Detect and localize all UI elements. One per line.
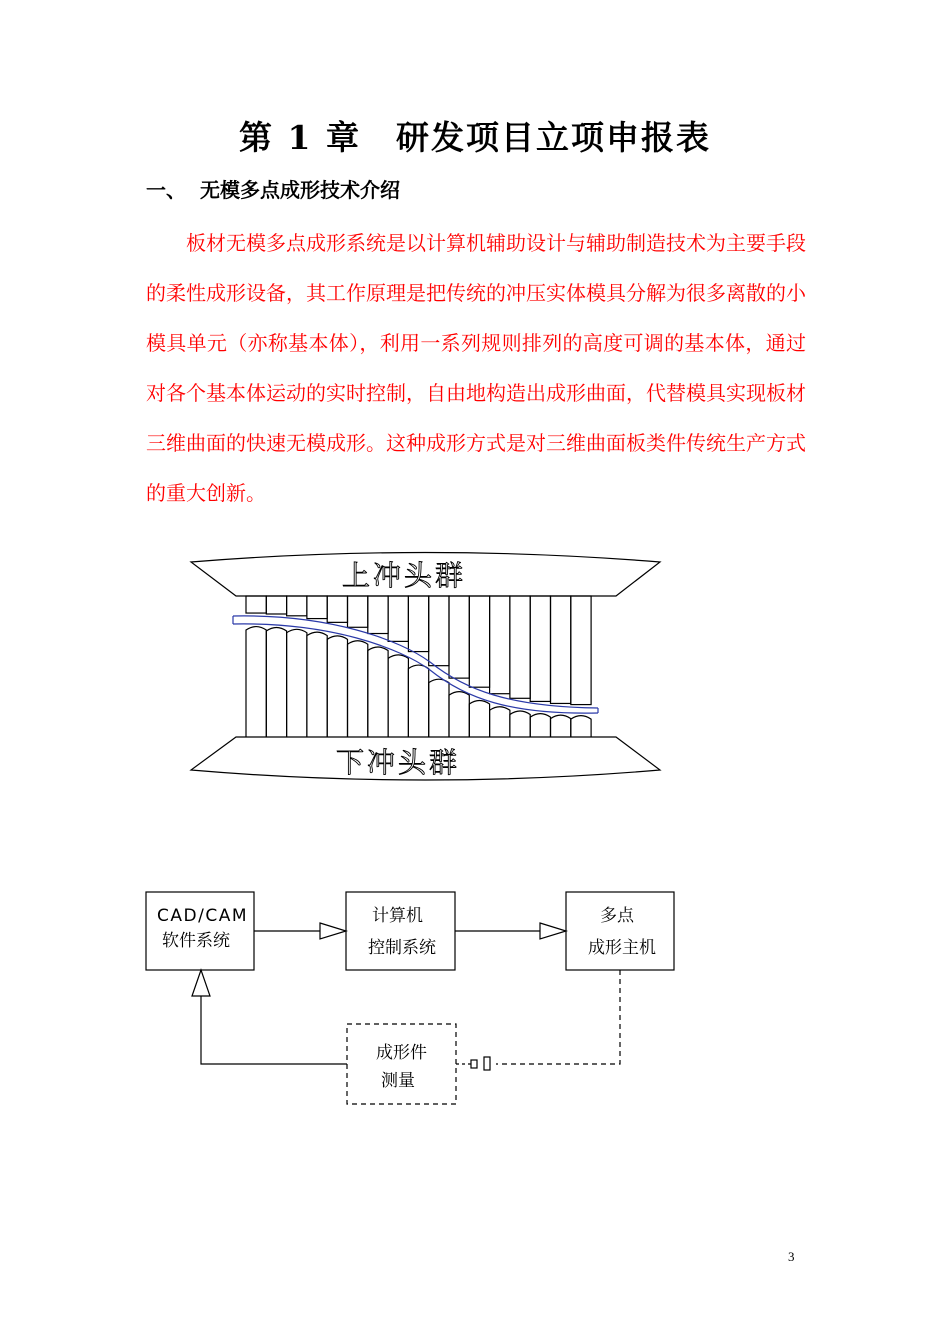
upper-pin — [307, 596, 327, 619]
intro-paragraph: 板材无模多点成形系统是以计算机辅助设计与辅助制造技术为主要手段的柔性成形设备，其工作原理是把传统的冲压实体模具分解为很多离散的小模具单元（亦称基本体），利用一系列规则排列的高度可调的基本体，通过对各个基本体运动的实时控制，自由地构造出成形曲面，代替模具实现板材三维曲面的快速无模成形。这种成形方式是对三维曲面板类件传统生产方式的重大创新。 — [146, 231, 806, 505]
cad-box-label-1: CAD/CAM — [157, 906, 248, 926]
upper-pin — [530, 596, 550, 701]
lower-pin — [490, 707, 510, 737]
lower-pin — [449, 692, 469, 737]
upper-pin — [246, 596, 266, 613]
section-number: 一、 — [146, 178, 186, 202]
dashed-feedback-line — [496, 970, 620, 1064]
machine-box-label-2: 成形主机 — [588, 938, 656, 958]
section-title: 无模多点成形技术介绍 — [200, 178, 400, 202]
forming-machine-box — [566, 892, 674, 970]
computer-box-label-1: 计算机 — [372, 906, 423, 926]
upper-pin — [551, 596, 571, 703]
lower-pin — [266, 627, 286, 737]
arrowhead-cad-icon — [192, 970, 210, 996]
measure-box-label-1: 成形件 — [376, 1043, 427, 1063]
upper-pin — [348, 596, 368, 627]
lower-pin — [327, 636, 347, 737]
lower-pin — [388, 655, 408, 737]
computer-control-box — [346, 892, 455, 970]
lower-punch-label: 下冲头群 — [335, 746, 461, 779]
arrowhead-machine-icon — [540, 923, 566, 939]
formed-sheet-top — [233, 616, 598, 708]
upper-pin — [388, 596, 408, 641]
lower-pin — [530, 714, 550, 737]
lower-pin — [510, 711, 530, 737]
lower-pin — [368, 647, 388, 737]
upper-pin — [429, 596, 449, 666]
upper-punch-label: 上冲头群 — [341, 559, 467, 592]
upper-pin — [449, 596, 469, 678]
lower-pin — [429, 679, 449, 737]
upper-pin — [266, 596, 286, 614]
upper-pin — [408, 596, 428, 652]
upper-pin — [469, 596, 489, 687]
probe-sensor-icon — [484, 1057, 490, 1070]
lower-pin — [287, 629, 307, 737]
measure-box-label-2: 测量 — [381, 1071, 415, 1091]
arrowhead-computer-icon — [320, 923, 346, 939]
chapter-title: 第 1 章 研发项目立项申报表 — [239, 118, 711, 157]
lower-pin — [551, 715, 571, 737]
upper-pin — [490, 596, 510, 694]
upper-pin — [368, 596, 388, 634]
measurement-box — [347, 1024, 456, 1104]
upper-pin — [327, 596, 347, 622]
upper-pin — [571, 596, 591, 705]
lower-pins — [246, 627, 591, 737]
cad-box-label-2: 软件系统 — [162, 931, 230, 951]
lower-pin — [348, 641, 368, 737]
page-number: 3 — [788, 1249, 795, 1264]
probe-tip-icon — [471, 1060, 477, 1068]
feedback-line — [201, 996, 347, 1064]
machine-box-label-1: 多点 — [600, 906, 634, 926]
lower-pin — [571, 716, 591, 737]
lower-pin — [307, 632, 327, 737]
formed-sheet-bottom — [233, 624, 598, 713]
upper-pin — [510, 596, 530, 698]
upper-pin — [287, 596, 307, 616]
lower-pin — [246, 627, 266, 737]
upper-pins — [246, 596, 591, 705]
lower-pin — [469, 701, 489, 737]
lower-pin — [408, 665, 428, 737]
flow-labels — [157, 906, 656, 1091]
computer-box-label-2: 控制系统 — [368, 938, 436, 958]
